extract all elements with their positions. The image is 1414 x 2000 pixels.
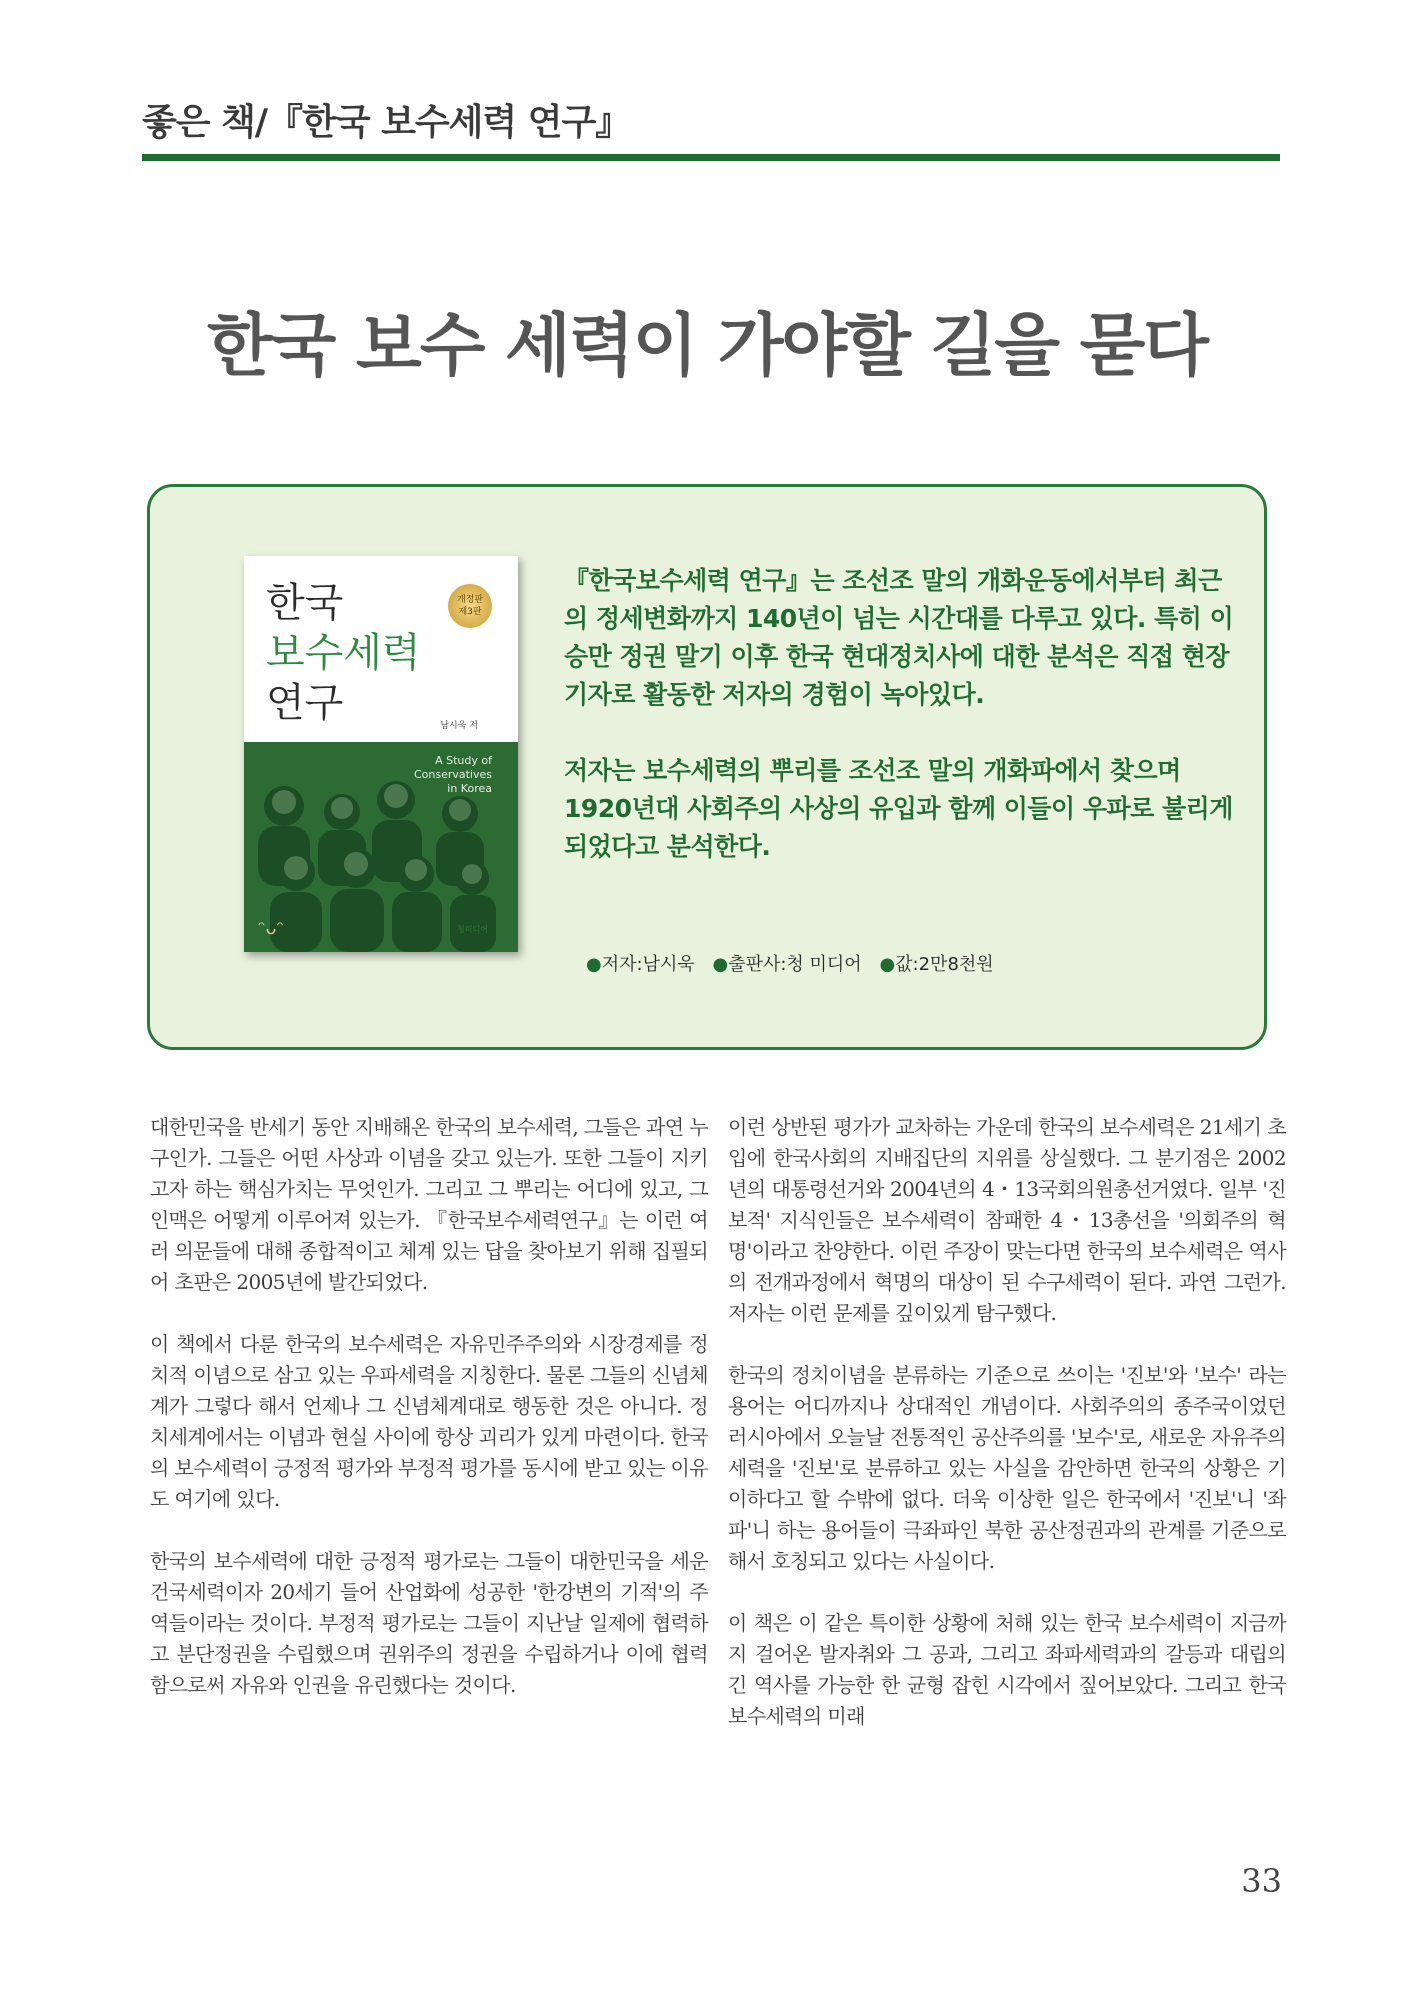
- book-feature-box: [147, 484, 1267, 1050]
- meta-publisher: ●출판사:청 미디어: [712, 954, 862, 975]
- body-paragraph: 한국의 보수세력에 대한 긍정적 평가로는 그들이 대한민국을 세운 건국세력이자 20세기 들어 산업화에 성공한 '한강변의 기적'의 주역들이라는 것이다. 부정적 평가로는 그들이 지난날 일제에 협력하고 분단정권을 수립했으며 권위주의 정권을 수립하거나 이에 협력함으로써 자유와 인권을 유린했다는 것이다.: [150, 1549, 708, 1697]
- bullet-icon: ●: [879, 954, 896, 975]
- smile-logo-icon: ᵔᴗᵔ: [258, 918, 284, 939]
- cover-subtitle-line1: A Study of: [435, 754, 492, 767]
- bullet-icon: ●: [712, 954, 729, 975]
- feature-paragraph-2: 저자는 보수세력의 뿌리를 조선조 말의 개화파에서 찾으며 1920년대 사회주의 사상의 유입과 함께 이들이 우파로 불리게 되었다고 분석한다.: [564, 756, 1233, 861]
- cover-photo-band: [244, 742, 518, 952]
- cover-subtitle: [414, 754, 492, 796]
- feature-summary: [564, 562, 1244, 904]
- cover-title-line2: 보수세력: [266, 630, 421, 676]
- bullet-icon: ●: [586, 954, 602, 975]
- book-meta: [586, 950, 1006, 976]
- meta-price: ●값:2만8천원: [879, 954, 994, 975]
- edition-seal-line2: 제3판: [458, 607, 482, 617]
- body-column-right: [728, 1112, 1286, 1763]
- body-paragraph: 이런 상반된 평가가 교차하는 가운데 한국의 보수세력은 21세기 초입에 한국사회의 지배집단의 지위를 상실했다. 그 분기점은 2002년의 대통령선거와 2004년의 4・13국회의원총선거였다. 일부 '진보적' 지식인들은 보수세력이 참패한 4・13총선을 '의회주의 혁명'이라고 찬양한다. 이런 주장이 맞는다면 한국의 보수세력은 역사의 전개과정에서 혁명의 대상이 된 수구세력이 된다. 과연 그런가. 저자는 이런 문제를 깊이있게 탐구했다.: [728, 1115, 1286, 1325]
- cover-subtitle-line2: Conservatives: [413, 768, 492, 781]
- edition-seal: [448, 584, 492, 628]
- book-cover-image: [244, 556, 518, 952]
- body-paragraph: 이 책은 이 같은 특이한 상황에 처해 있는 한국 보수세력이 지금까지 걸어온 발자취와 그 공과, 그리고 좌파세력과의 갈등과 대립의 긴 역사를 가능한 한 균형 잡힌 시각에서 짚어보았다. 그리고 한국 보수세력의 미래: [728, 1611, 1286, 1728]
- cover-subtitle-line3: in Korea: [447, 782, 492, 795]
- cover-title-line1: 한국: [266, 580, 344, 626]
- body-paragraph: 이 책에서 다룬 한국의 보수세력은 자유민주주의와 시장경제를 정치적 이념으로 삼고 있는 우파세력을 지칭한다. 물론 그들의 신념체계가 그렇다 해서 언제나 그 신념체계대로 행동한 것은 아니다. 정치세계에서는 이념과 현실 사이에 항상 괴리가 있게 마련이다. 한국의 보수세력이 긍정적 평가와 부정적 평가를 동시에 받고 있는 이유도 여기에 있다.: [150, 1332, 708, 1511]
- article-title: 한국 보수 세력이 가야할 길을 묻다: [206, 307, 1207, 386]
- body-paragraph: 대한민국을 반세기 동안 지배해온 한국의 보수세력, 그들은 과연 누구인가. 그들은 어떤 사상과 이념을 갖고 있는가. 또한 그들이 지키고자 하는 핵심가치는 무엇인가. 그리고 그 뿌리는 어디에 있고, 그 인맥은 어떻게 이루어져 있는가. 『한국보수세력연구』는 이런 여러 의문들에 대해 종합적이고 체계 있는 답을 찾아보기 위해 집필되어 초판은 2005년에 발간되었다.: [150, 1115, 708, 1294]
- section-header: 좋은 책/『한국 보수세력 연구』: [142, 102, 631, 143]
- body-column-left: [150, 1112, 708, 1732]
- feature-paragraph-1: 『한국보수세력 연구』는 조선조 말의 개화운동에서부터 최근의 정세변화까지 140년이 넘는 시간대를 다루고 있다. 특히 이승만 정권 말기 이후 한국 현대정치사에 대한 분석은 직접 현장기자로 활동한 저자의 경험이 녹아있다.: [564, 566, 1234, 709]
- page-number: 33: [1241, 1862, 1282, 1900]
- meta-author: ●저자:남시욱: [586, 954, 695, 975]
- body-paragraph: 한국의 정치이념을 분류하는 기준으로 쓰이는 '진보'와 '보수' 라는 용어는 어디까지나 상대적인 개념이다. 사회주의의 종주국이었던 러시아에서 오늘날 전통적인 공산주의를 '보수'로, 새로운 자유주의세력을 '진보'로 분류하고 있는 사실을 감안하면 한국의 상황은 기이하다고 할 수밖에 없다. 더욱 이상한 일은 한국에서 '진보'니 '좌파'니 하는 용어들이 극좌파인 북한 공산정권과의 관계를 기준으로 해서 호칭되고 있다는 사실이다.: [728, 1363, 1286, 1573]
- header-rule: [142, 154, 1280, 161]
- cover-author: 남시욱 저: [440, 721, 478, 731]
- cover-title-line3: 연구: [266, 680, 344, 726]
- cover-publisher: 청미디어: [457, 925, 488, 934]
- edition-seal-line1: 개정판: [456, 595, 484, 605]
- cover-title: [266, 578, 421, 728]
